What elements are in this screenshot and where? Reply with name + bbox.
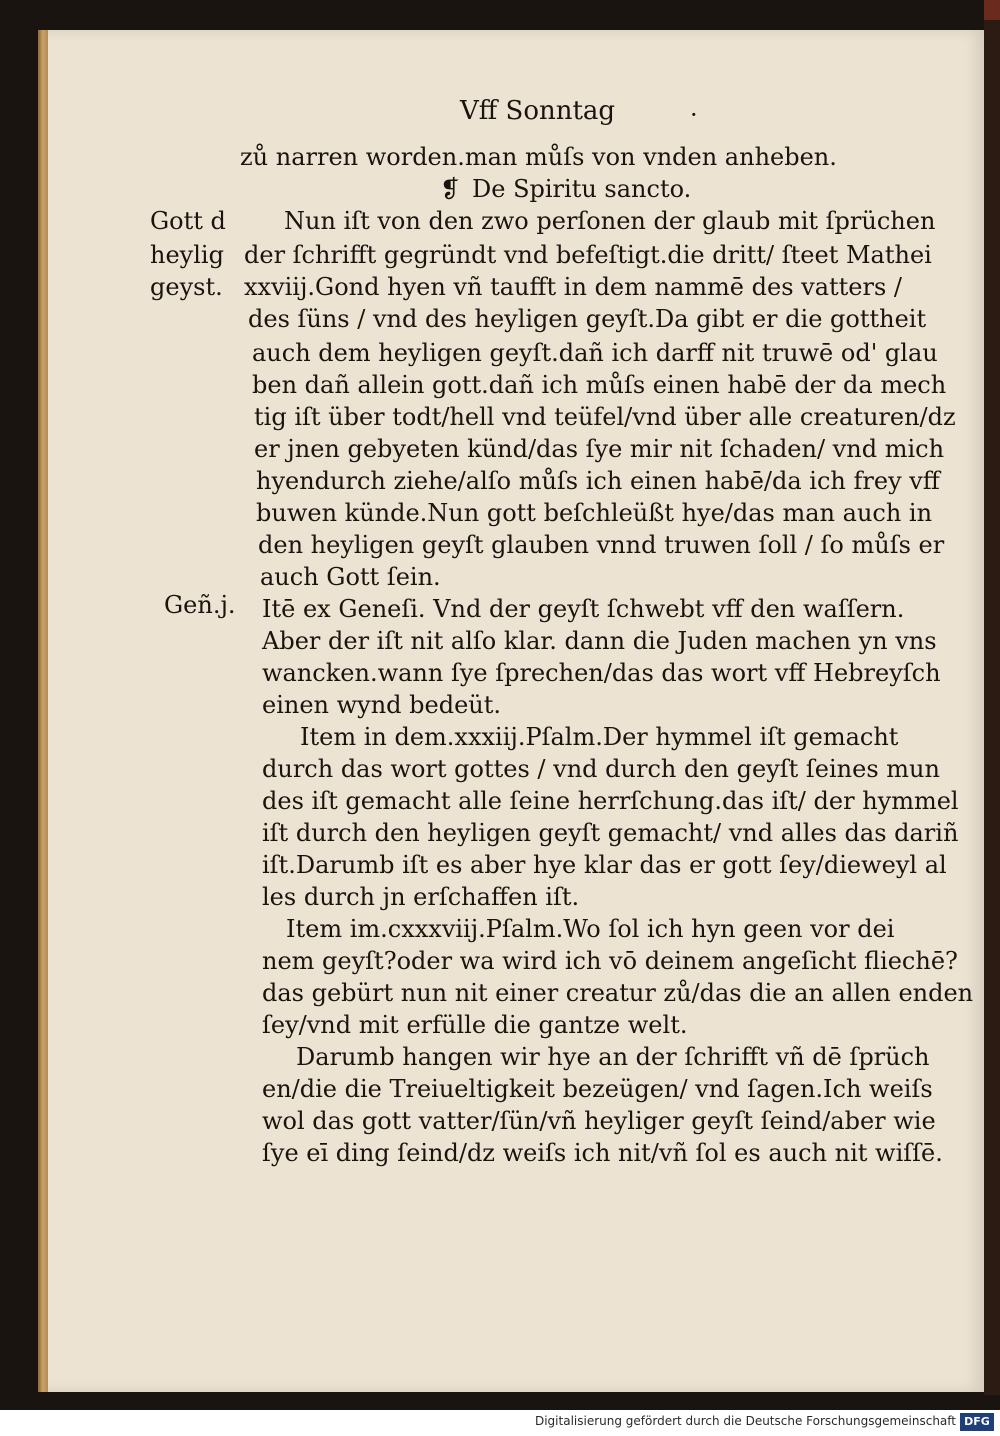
text-line-29: en/die die Treiueltigkeit bezeügen/ vnd ſagen.Ich weiſs [262, 1075, 933, 1103]
text-line-27: ſey/vnd mit erfülle die gantze welt. [262, 1011, 688, 1039]
text-line-9: er jnen gebyeten künd/das ſye mir nit ſchaden/ vnd mich [254, 435, 945, 463]
text-line-12: den heyligen geyſt glauben vnnd truwen ſoll / ſo můſs er [258, 531, 945, 559]
margin-note-1: Gott d [150, 207, 226, 235]
text-line-25: nem geyſt?oder wa wird ich vō deinem angeſicht fliechē? [262, 947, 958, 975]
text-line-1: zů narren worden.man můſs von vnden anheben. [240, 143, 837, 171]
margin-note-4: Geñ.j. [164, 591, 236, 619]
dfg-logo-icon: DFG [960, 1413, 994, 1431]
text-line-19: durch das wort gottes / vnd durch den geyſt ſeines mun [262, 755, 940, 783]
margin-note-3: geyst. [150, 273, 223, 301]
text-line-3: der ſchrifft gegründt vnd befeſtigt.die dritt/ ſteet Mathei [244, 241, 932, 269]
text-line-4: xxviij.Gond hyen vñ taufft in dem nammē des vatters / [244, 273, 903, 301]
text-line-8: tig iſt über todt/hell vnd teüfel/vnd über alle creaturen/dz [254, 403, 956, 431]
text-line-5: des ſüns / vnd des heyligen geyſt.Da gibt er die gottheit [248, 305, 927, 333]
text-line-21: iſt durch den heyligen geyſt gemacht/ vnd alles das dariñ [262, 819, 959, 847]
footer-bar [0, 1410, 1000, 1436]
text-line-2: Nun iſt von den zwo perſonen der glaub mit ſprüchen [284, 207, 936, 235]
book-edge-tip [984, 0, 1000, 20]
text-line-30: wol das gott vatter/ſün/vñ heyliger geyſt ſeind/aber wie [262, 1107, 936, 1135]
section-title: De Spiritu sancto. [472, 175, 692, 203]
text-line-15: Aber der iſt nit alſo klar. dann die Juden machen yn vns [262, 627, 937, 655]
text-line-14: Itē ex Geneſi. Vnd der geyſt ſchwebt vff den waſſern. [262, 595, 905, 623]
text-line-11: buwen künde.Nun gott beſchleüßt hye/das man auch in [256, 499, 933, 527]
text-line-23: les durch jn erſchaffen iſt. [262, 883, 580, 911]
section-marker-icon: ❡ [440, 175, 461, 203]
running-head: Vff Sonntag [460, 96, 616, 126]
text-line-10: hyendurch ziehe/alſo můſs ich einen habē/da ich frey vff [256, 467, 940, 495]
text-line-18: Item in dem.xxxiij.Pſalm.Der hymmel iſt gemacht [300, 723, 899, 751]
text-line-31: ſye eī ding ſeind/dz weiſs ich nit/vñ ſol es auch nit wiſſē. [262, 1139, 943, 1167]
text-line-13: auch Gott ſein. [260, 563, 441, 591]
margin-note-2: heylig [150, 241, 224, 269]
text-line-17: einen wynd bedeüt. [262, 691, 502, 719]
text-line-7: ben dañ allein gott.dañ ich můſs einen habē der da mech [252, 371, 947, 399]
text-line-26: das gebürt nun nit einer creatur zů/das die an allen enden [262, 979, 974, 1007]
text-line-6: auch dem heyligen geyſt.dañ ich darff nit truwē od' glau [252, 339, 938, 367]
book-edge [984, 0, 1000, 1395]
page-spine [38, 30, 48, 1392]
text-line-16: wancken.wann ſye ſprechen/das das wort vff Hebreyſch [262, 659, 941, 687]
running-head-mark: · [690, 101, 698, 129]
footer-credit: Digitalisierung gefördert durch die Deutsche Forschungsgemeinschaft [534, 1414, 956, 1428]
text-line-28: Darumb hangen wir hye an der ſchrifft vñ dē ſprüch [296, 1043, 930, 1071]
text-line-22: iſt.Darumb iſt es aber hye klar das er gott ſey/dieweyl al [262, 851, 947, 879]
text-line-24: Item im.cxxxviij.Pſalm.Wo ſol ich hyn geen vor dei [286, 915, 895, 943]
text-line-20: des iſt gemacht alle ſeine herrſchung.das iſt/ der hymmel [262, 787, 959, 815]
